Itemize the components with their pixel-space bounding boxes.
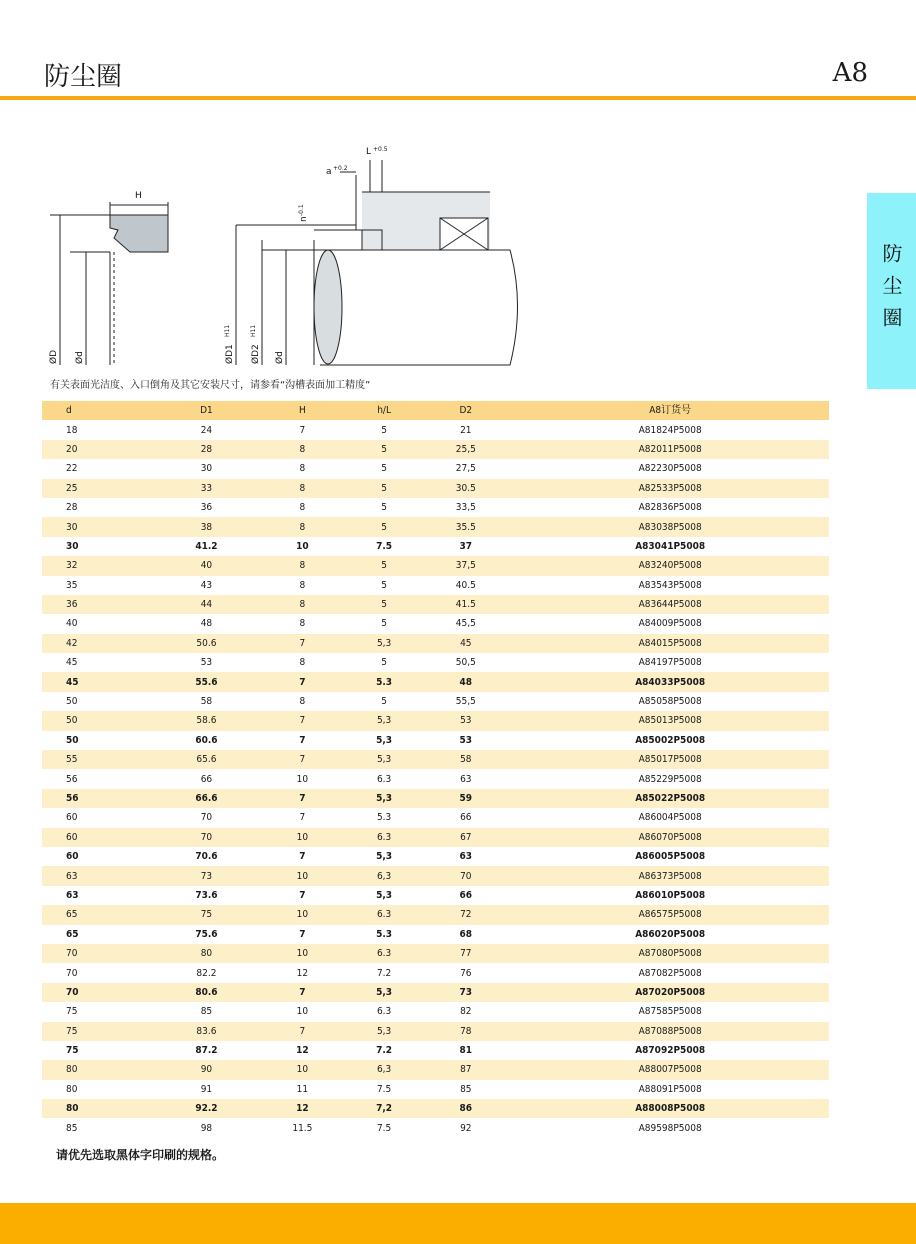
- table-cell: 11.5: [292, 1122, 313, 1134]
- table-cell: 6.3: [348, 905, 420, 924]
- table-cell: A87020P5008: [511, 983, 829, 1002]
- table-cell: 28: [156, 440, 257, 459]
- table-cell: 41.5: [420, 595, 511, 614]
- table-cell: 58: [420, 750, 511, 769]
- table-cell: A86005P5008: [635, 851, 706, 863]
- table-cell: 66: [459, 889, 473, 901]
- table-cell: 10: [257, 1060, 348, 1079]
- table-row: [42, 1022, 829, 1041]
- table-cell: 82.2: [196, 967, 217, 979]
- table-row: [42, 634, 829, 653]
- table-cell: 65: [42, 905, 156, 924]
- table-cell: A86010P5008: [635, 889, 706, 901]
- table-row: [42, 1060, 829, 1079]
- table-cell: 70: [66, 967, 78, 979]
- table-cell: 5,3: [348, 983, 420, 1002]
- table-cell: 58.6: [156, 711, 257, 730]
- table-cell: 70: [420, 866, 511, 885]
- table-cell: 5.3: [348, 672, 420, 691]
- table-cell: 10: [296, 540, 309, 552]
- table-cell: A84015P5008: [511, 634, 829, 653]
- table-cell: 63: [459, 851, 473, 863]
- table-cell: 12: [296, 1045, 309, 1057]
- table-cell: 50,5: [455, 657, 476, 669]
- table-cell: 28: [66, 502, 78, 514]
- table-cell: 63: [66, 889, 79, 901]
- table-row: [42, 886, 829, 905]
- table-cell: A85058P5008: [638, 696, 702, 708]
- table-row: [42, 440, 829, 459]
- label-od-right: Ød: [275, 351, 285, 364]
- table-cell: 44: [156, 595, 257, 614]
- table-cell: 75: [66, 1006, 78, 1018]
- table-cell: 8: [257, 517, 348, 536]
- table-cell: 77: [420, 944, 511, 963]
- table-cell: 50: [42, 711, 156, 730]
- table-cell: 8: [299, 696, 306, 708]
- label-oD2: ØD2: [251, 344, 261, 364]
- table-row: [42, 789, 829, 808]
- table-row: [42, 866, 829, 885]
- table-cell: 6.3: [376, 1006, 392, 1018]
- table-cell: 7.5: [376, 1122, 392, 1134]
- table-cell: 7: [299, 889, 306, 901]
- table-cell: 65.6: [156, 750, 257, 769]
- table-cell: 5,3: [348, 1022, 420, 1041]
- table-cell: A85229P5008: [638, 773, 702, 785]
- table-row: [42, 672, 829, 691]
- table-cell: 80.6: [156, 983, 257, 1002]
- table-cell: 65: [66, 928, 79, 940]
- table-cell: 60: [66, 851, 79, 863]
- table-cell: 8: [257, 556, 348, 575]
- table-cell: A87080P5008: [511, 944, 829, 963]
- table-cell: A87088P5008: [511, 1022, 829, 1041]
- table-cell: 40: [66, 618, 78, 630]
- table-cell: 24: [200, 424, 213, 436]
- table-cell: 35.5: [420, 517, 511, 536]
- table-cell: 40.5: [455, 579, 476, 591]
- table-cell: 56: [42, 789, 156, 808]
- table-cell: 42: [42, 634, 156, 653]
- table-cell: 45: [420, 634, 511, 653]
- table-cell: 11: [296, 1083, 309, 1095]
- table-cell: 72: [420, 905, 511, 924]
- table-cell: 7: [299, 734, 306, 746]
- table-row: [42, 731, 829, 750]
- table-cell: 7: [257, 634, 348, 653]
- table-cell: 21: [460, 424, 472, 436]
- table-cell: 5,3: [348, 634, 420, 653]
- table-cell: 55,5: [455, 696, 476, 708]
- table-cell: 56: [66, 773, 78, 785]
- table-cell: 10: [257, 866, 348, 885]
- table-cell: A88008P5008: [511, 1099, 829, 1118]
- table-cell: 7: [257, 1022, 348, 1041]
- table-cell: 53: [459, 734, 473, 746]
- table-cell: A86373P5008: [511, 866, 829, 885]
- table-cell: 66.6: [156, 789, 257, 808]
- table-cell: 6.3: [348, 944, 420, 963]
- seal-profile: [110, 215, 168, 252]
- table-cell: 90: [156, 1060, 257, 1079]
- label-a-tol: +0.2: [333, 165, 348, 172]
- table-row: [42, 517, 829, 536]
- table-row: [42, 576, 829, 595]
- table-cell: 22: [66, 463, 78, 475]
- table-cell: 5: [381, 696, 387, 708]
- table-cell: 83.6: [156, 1022, 257, 1041]
- table-cell: 85: [200, 1006, 213, 1018]
- table-cell: A85017P5008: [511, 750, 829, 769]
- table-cell: 6.3: [376, 773, 392, 785]
- table-cell: A82533P5008: [511, 479, 829, 498]
- table-cell: 32: [42, 556, 156, 575]
- table-cell: 35: [66, 579, 78, 591]
- col-D2: D2: [420, 401, 511, 420]
- table-cell: 80: [66, 1083, 78, 1095]
- table-row: [42, 556, 829, 575]
- table-row: [42, 944, 829, 963]
- table-row: [42, 1118, 829, 1137]
- table-cell: 5: [348, 556, 420, 575]
- table-cell: A81824P5008: [638, 424, 702, 436]
- table-row: [42, 905, 829, 924]
- table-cell: 33: [156, 479, 257, 498]
- table-cell: 86: [420, 1099, 511, 1118]
- page-title: 防尘圈: [44, 62, 123, 92]
- table-cell: 5: [348, 517, 420, 536]
- table-cell: A83240P5008: [511, 556, 829, 575]
- table-cell: 5: [381, 579, 387, 591]
- table-cell: 7: [299, 424, 306, 436]
- table-cell: A84009P5008: [638, 618, 702, 630]
- table-cell: 5.3: [376, 928, 393, 940]
- table-row: [42, 537, 829, 556]
- table-cell: 7: [257, 750, 348, 769]
- footnote: 请优先选取黑体字印刷的规格。: [56, 1148, 225, 1162]
- table-cell: 7.5: [376, 540, 393, 552]
- table-cell: 5.3: [376, 812, 392, 824]
- table-cell: A85002P5008: [635, 734, 706, 746]
- table-cell: A83038P5008: [511, 517, 829, 536]
- table-cell: 36: [42, 595, 156, 614]
- table-cell: A87092P5008: [635, 1045, 706, 1057]
- table-cell: A86004P5008: [638, 812, 702, 824]
- table-cell: 25: [42, 479, 156, 498]
- table-cell: 27,5: [455, 463, 476, 475]
- table-cell: 10: [296, 1006, 309, 1018]
- table-cell: 75.6: [195, 928, 218, 940]
- table-cell: 53: [200, 657, 213, 669]
- table-cell: 10: [257, 905, 348, 924]
- table-cell: 58: [200, 696, 213, 708]
- table-row: [42, 1080, 829, 1099]
- table-cell: A82836P5008: [638, 502, 702, 514]
- table-cell: 8: [257, 595, 348, 614]
- bottom-bar: [0, 1203, 916, 1244]
- table-cell: 30: [66, 540, 79, 552]
- table-cell: 6,3: [348, 866, 420, 885]
- label-H: H: [135, 191, 142, 201]
- table-cell: 7: [257, 672, 348, 691]
- table-row: [42, 459, 829, 478]
- table-cell: A86020P5008: [635, 928, 706, 940]
- table-cell: 53: [420, 711, 511, 730]
- table-cell: 7: [299, 851, 306, 863]
- table-cell: 5: [348, 479, 420, 498]
- table-cell: A86575P5008: [511, 905, 829, 924]
- table-cell: 66: [200, 773, 213, 785]
- table-cell: 85: [66, 1122, 78, 1134]
- table-cell: A82230P5008: [638, 463, 702, 475]
- table-cell: A83644P5008: [511, 595, 829, 614]
- table-cell: 41.2: [195, 540, 218, 552]
- table-body: [42, 420, 829, 1137]
- table-cell: 10: [296, 773, 309, 785]
- table-cell: 91: [200, 1083, 213, 1095]
- table-cell: 59: [420, 789, 511, 808]
- table-cell: 8: [299, 618, 306, 630]
- table-cell: 45: [66, 657, 78, 669]
- table-cell: 66: [460, 812, 472, 824]
- table-cell: 50: [66, 734, 79, 746]
- table-cell: 20: [42, 440, 156, 459]
- col-hL: h/L: [348, 401, 420, 420]
- table-cell: A87082P5008: [638, 967, 702, 979]
- table-cell: 7: [257, 711, 348, 730]
- table-cell: A88007P5008: [511, 1060, 829, 1079]
- table-cell: 5,3: [348, 750, 420, 769]
- table-cell: 7.2: [376, 967, 392, 979]
- table-cell: 33,5: [455, 502, 476, 514]
- table-cell: 30.5: [420, 479, 511, 498]
- label-oD1-tol: H11: [224, 324, 231, 337]
- table-cell: 80: [156, 944, 257, 963]
- table-cell: 8: [299, 657, 306, 669]
- table-cell: 63: [42, 866, 156, 885]
- table-row: [42, 808, 829, 827]
- label-n: n: [299, 216, 309, 222]
- table-cell: 36: [200, 502, 213, 514]
- table-cell: A84197P5008: [638, 657, 702, 669]
- table-cell: 5,3: [348, 789, 420, 808]
- table-row: [42, 769, 829, 788]
- table-cell: 40: [156, 556, 257, 575]
- table-row: [42, 1099, 829, 1118]
- table-cell: 55.6: [156, 672, 257, 691]
- table-cell: A83041P5008: [635, 540, 706, 552]
- label-oD: ØD: [49, 349, 59, 364]
- table-cell: 70: [42, 983, 156, 1002]
- table-cell: 60: [42, 828, 156, 847]
- catalog-code: A8: [832, 58, 868, 88]
- table-cell: 5,3: [376, 851, 393, 863]
- table-cell: 10: [257, 944, 348, 963]
- table-row: [42, 711, 829, 730]
- table-cell: 73.6: [195, 889, 218, 901]
- table-cell: 8: [257, 440, 348, 459]
- table-cell: 50: [66, 696, 78, 708]
- table-cell: 7.2: [376, 1045, 393, 1057]
- table-cell: 30: [200, 463, 213, 475]
- table-cell: 5,3: [376, 734, 393, 746]
- table-cell: 8: [299, 502, 306, 514]
- table-cell: 45: [42, 672, 156, 691]
- table-cell: 45,5: [455, 618, 476, 630]
- table-cell: 7: [257, 983, 348, 1002]
- spec-table: [42, 401, 829, 1138]
- table-cell: 38: [156, 517, 257, 536]
- table-row: [42, 983, 829, 1002]
- table-row: [42, 498, 829, 517]
- label-L: L: [366, 147, 372, 157]
- table-cell: 5: [381, 463, 387, 475]
- table-row: [42, 692, 829, 711]
- table-cell: 12: [257, 1099, 348, 1118]
- table-cell: 5,3: [376, 889, 393, 901]
- table-cell: 70: [42, 944, 156, 963]
- side-tab-label: 防尘圈: [879, 243, 903, 339]
- table-cell: 18: [66, 424, 78, 436]
- table-cell: 6.3: [348, 828, 420, 847]
- table-cell: A83543P5008: [638, 579, 702, 591]
- table-cell: 75: [42, 1022, 156, 1041]
- table-cell: 5: [381, 424, 387, 436]
- table-cell: 70.6: [195, 851, 218, 863]
- table-cell: 8: [257, 479, 348, 498]
- table-cell: 92.2: [156, 1099, 257, 1118]
- table-cell: 82: [460, 1006, 472, 1018]
- table-cell: 5,3: [348, 711, 420, 730]
- table-row: [42, 828, 829, 847]
- table-cell: 48: [420, 672, 511, 691]
- table-cell: 6,3: [348, 1060, 420, 1079]
- table-cell: 73: [420, 983, 511, 1002]
- table-row: [42, 653, 829, 672]
- label-od-left: Ød: [75, 351, 85, 364]
- table-cell: 7.5: [376, 1083, 392, 1095]
- table-row: [42, 614, 829, 633]
- table-cell: 8: [299, 463, 306, 475]
- col-H: H: [257, 401, 348, 420]
- label-n-tol: -0.1: [298, 204, 305, 216]
- table-cell: 43: [200, 579, 213, 591]
- table-row: [42, 963, 829, 982]
- label-a: a: [326, 167, 332, 177]
- table-cell: 30: [42, 517, 156, 536]
- table-cell: 5: [381, 657, 387, 669]
- table-cell: 85: [460, 1083, 472, 1095]
- header-rule: [0, 96, 916, 100]
- table-cell: 60: [66, 812, 78, 824]
- table-cell: 5: [381, 618, 387, 630]
- label-oD1: ØD1: [225, 344, 235, 364]
- table-row: [42, 595, 829, 614]
- table-row: [42, 479, 829, 498]
- table-cell: A89598P5008: [638, 1122, 702, 1134]
- table-cell: 7: [299, 812, 306, 824]
- table-cell: A82011P5008: [511, 440, 829, 459]
- table-cell: 12: [296, 967, 309, 979]
- table-cell: 80: [42, 1060, 156, 1079]
- table-cell: 50.6: [156, 634, 257, 653]
- table-cell: 48: [200, 618, 213, 630]
- technical-diagram: [40, 140, 540, 372]
- table-cell: 7,2: [348, 1099, 420, 1118]
- table-cell: 25,5: [420, 440, 511, 459]
- label-oD2-tol: H11: [250, 324, 257, 337]
- table-cell: 87: [420, 1060, 511, 1079]
- table-cell: 70: [156, 828, 257, 847]
- col-order-no: A8订货号: [511, 401, 829, 420]
- table-cell: 10: [257, 828, 348, 847]
- table-cell: 81: [459, 1045, 473, 1057]
- table-cell: A84033P5008: [511, 672, 829, 691]
- table-cell: 63: [460, 773, 472, 785]
- label-L-tol: +0.5: [373, 146, 388, 153]
- table-cell: 78: [420, 1022, 511, 1041]
- table-cell: A85013P5008: [511, 711, 829, 730]
- table-row: [42, 420, 829, 439]
- table-cell: 70: [200, 812, 213, 824]
- table-cell: 7: [299, 928, 306, 940]
- table-cell: 87.2: [195, 1045, 218, 1057]
- table-cell: 76: [460, 967, 472, 979]
- table-cell: 73: [156, 866, 257, 885]
- table-cell: 8: [299, 579, 306, 591]
- installation-note: 有关表面光洁度、入口倒角及其它安装尺寸，请参看“沟槽表面加工精度”: [50, 380, 371, 391]
- table-cell: 68: [459, 928, 473, 940]
- table-cell: 67: [420, 828, 511, 847]
- table-row: [42, 847, 829, 866]
- col-D1: D1: [156, 401, 257, 420]
- table-cell: 92: [460, 1122, 472, 1134]
- table-cell: 80: [42, 1099, 156, 1118]
- table-cell: 55: [42, 750, 156, 769]
- table-cell: 37,5: [420, 556, 511, 575]
- col-d: d: [42, 401, 156, 420]
- table-cell: 7: [257, 789, 348, 808]
- table-row: [42, 1041, 829, 1060]
- table-header-row: [42, 401, 829, 420]
- table-cell: 75: [66, 1045, 79, 1057]
- table-cell: 5: [381, 502, 387, 514]
- side-tab[interactable]: [867, 193, 916, 389]
- table-cell: A87585P5008: [638, 1006, 702, 1018]
- table-cell: 75: [156, 905, 257, 924]
- table-cell: 60.6: [195, 734, 218, 746]
- table-cell: 5: [348, 595, 420, 614]
- table-cell: 98: [200, 1122, 213, 1134]
- table-cell: 5: [348, 440, 420, 459]
- table-cell: A85022P5008: [511, 789, 829, 808]
- table-row: [42, 750, 829, 769]
- table-row: [42, 925, 829, 944]
- table-row: [42, 1002, 829, 1021]
- table-cell: A86070P5008: [511, 828, 829, 847]
- table-cell: 37: [459, 540, 473, 552]
- table-cell: A88091P5008: [638, 1083, 702, 1095]
